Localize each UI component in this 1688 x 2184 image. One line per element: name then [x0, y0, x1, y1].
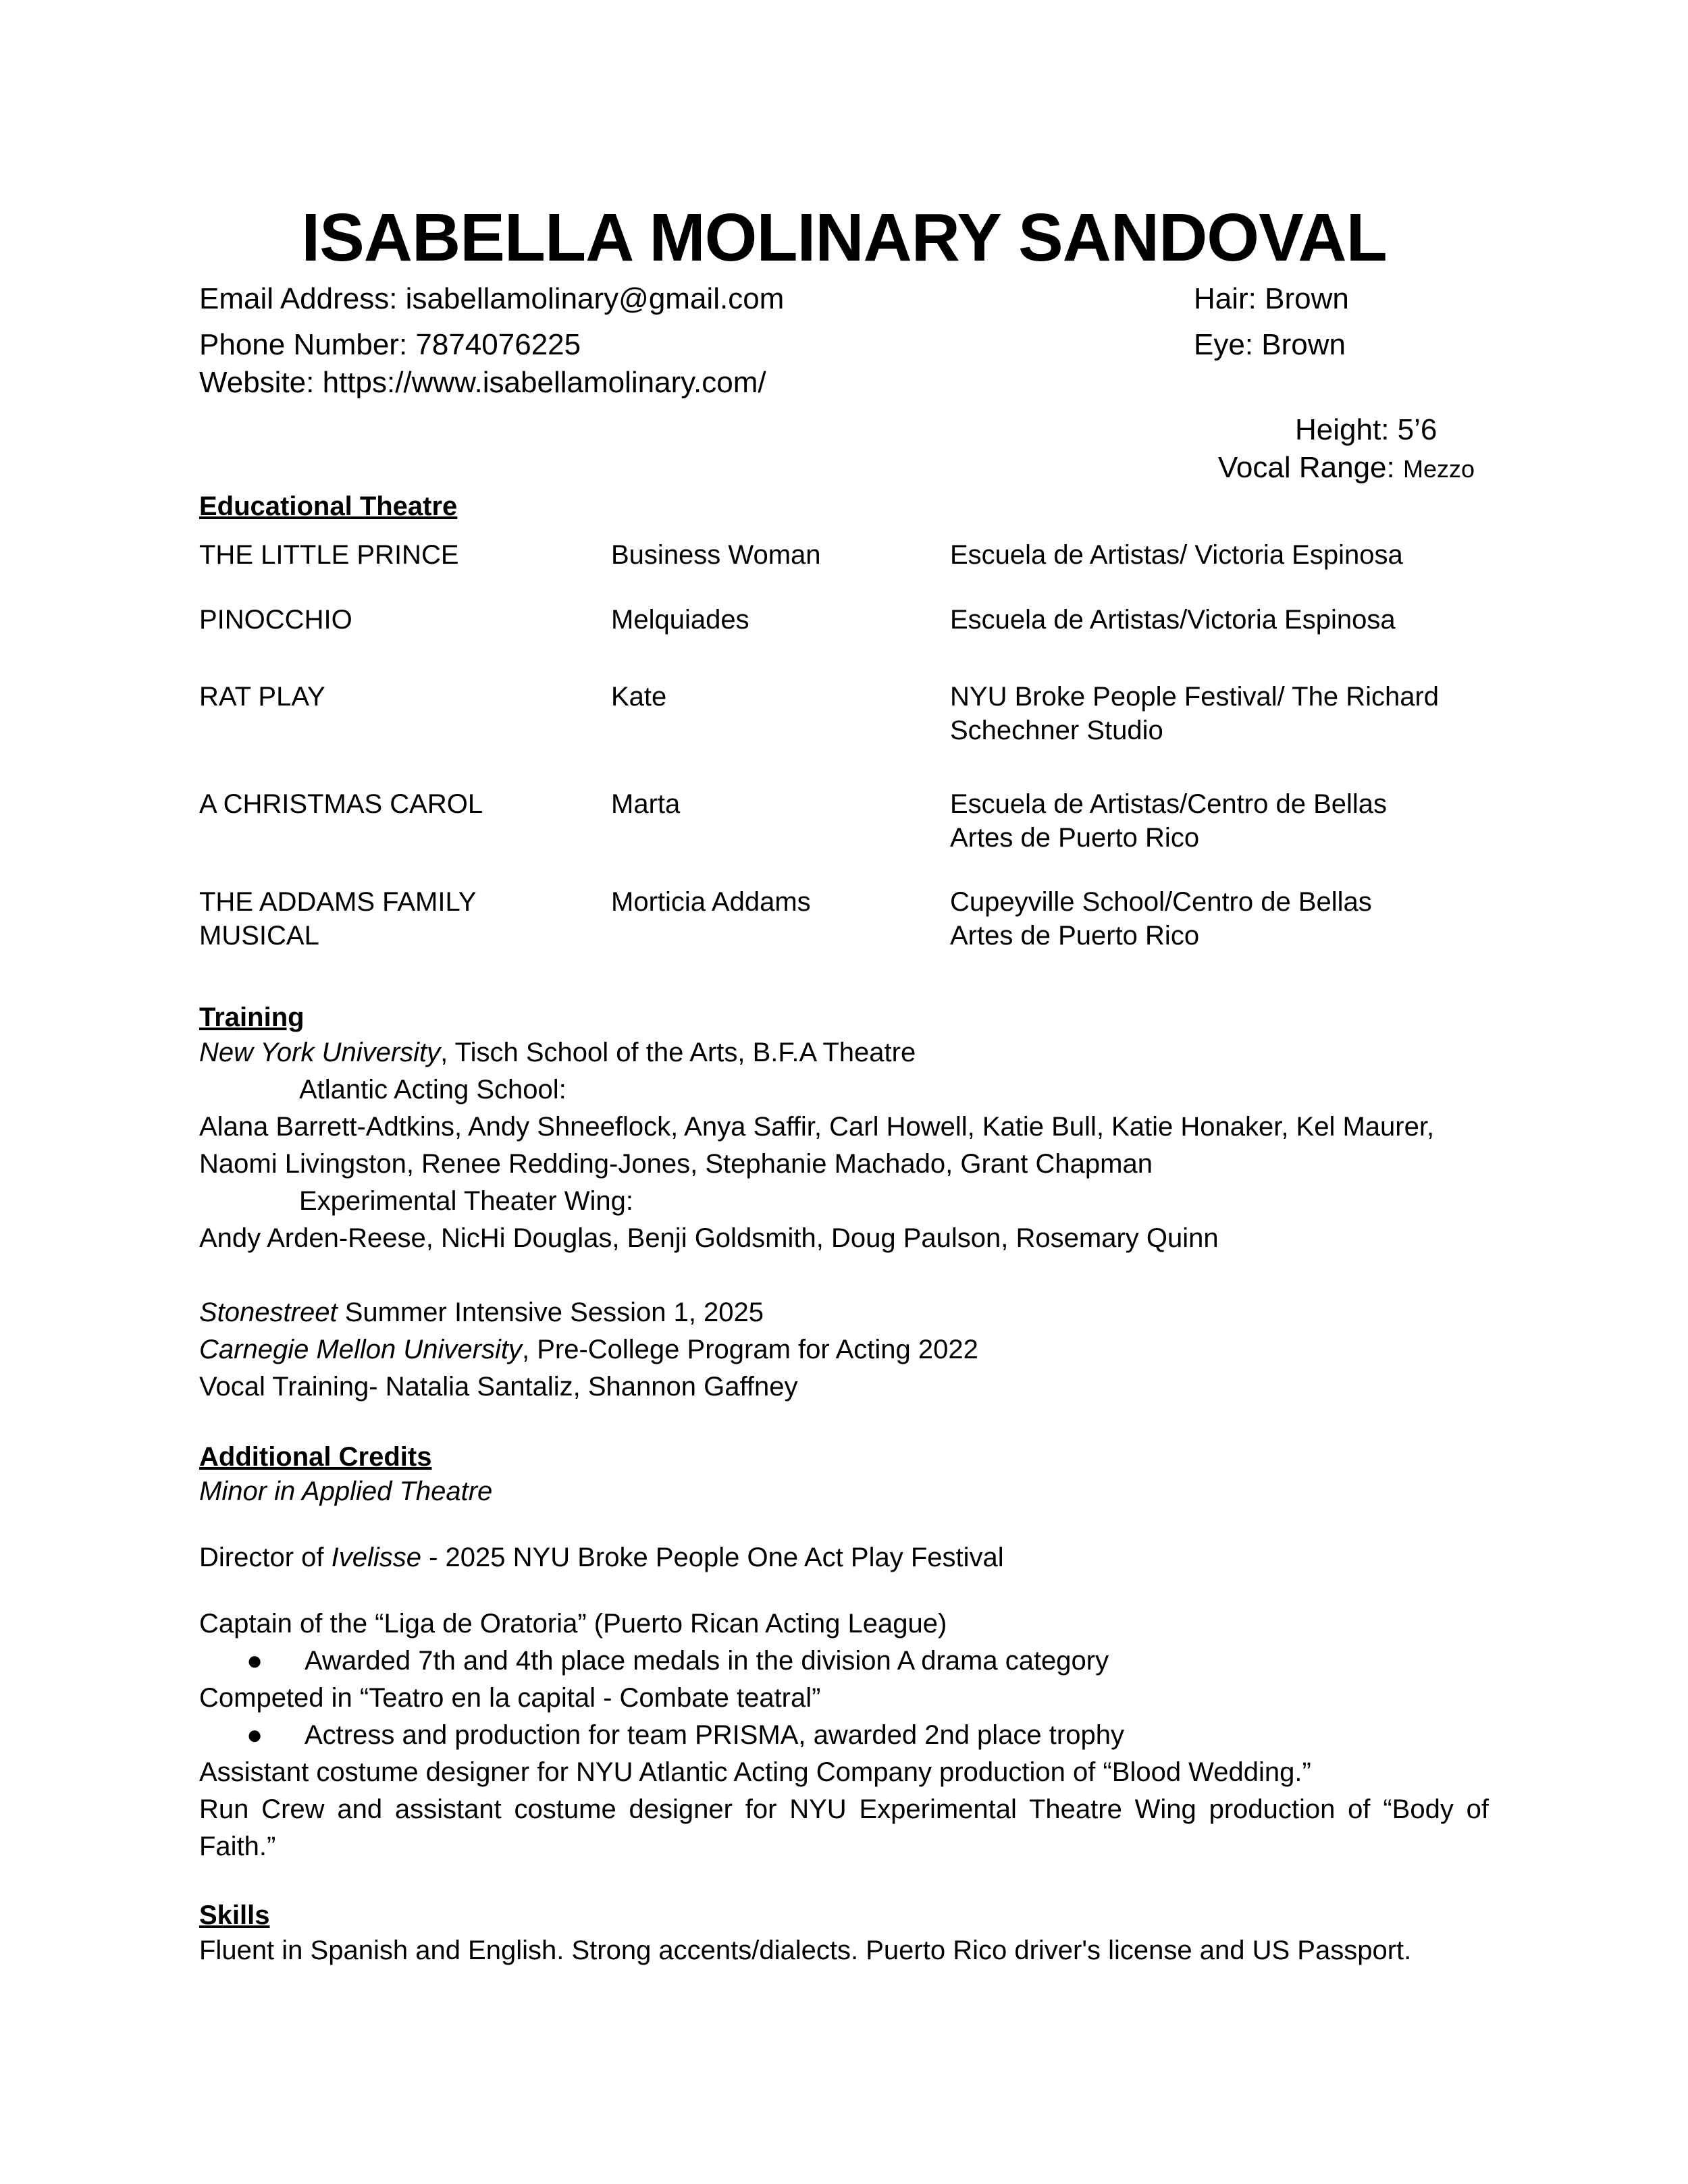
role: Business Woman [611, 540, 821, 570]
phone-line: Phone Number: 7874076225 [199, 328, 581, 361]
role: Marta [611, 789, 681, 819]
skills-heading: Skills [199, 1900, 270, 1930]
assistant-line: Assistant costume designer for NYU Atlantic Acting Company production of “Blood Wedding.” [199, 1757, 1311, 1787]
show-title: A CHRISTMAS CAROL [199, 789, 483, 819]
run-crew-line: Run Crew and assistant costume designer for NYU Experimental Theatre Wing production of “Body of Faith.” [199, 1794, 1489, 1861]
director-play: Ivelisse [331, 1543, 421, 1572]
director-suffix: - 2025 NYU Broke People One Act Play Festival [421, 1543, 1004, 1572]
stonestreet-detail: Summer Intensive Session 1, 2025 [337, 1298, 764, 1327]
training-vocal: Vocal Training- Natalia Santaliz, Shannon Gaffney [199, 1372, 798, 1402]
show-title: PINOCCHIO [199, 605, 352, 635]
show-title: THE ADDAMS FAMILY MUSICAL [199, 887, 476, 951]
etw-teachers: Andy Arden-Reese, NicHi Douglas, Benji Goldsmith, Doug Paulson, Rosemary Quinn [199, 1223, 1219, 1253]
captain-line: Captain of the “Liga de Oratoria” (Puerto Rican Acting League) [199, 1609, 947, 1639]
email-line: Email Address: isabellamolinary@gmail.com [199, 282, 785, 315]
cmu-name: Carnegie Mellon University [199, 1335, 522, 1364]
captain-bullet: Awarded 7th and 4th place medals in the division A drama category [305, 1646, 1109, 1676]
training-heading: Training [199, 1003, 305, 1032]
website-line: Website: https://www.isabellamolinary.com/ [199, 366, 766, 399]
minor-text: Minor in Applied Theatre [199, 1476, 493, 1506]
resume-name: ISABELLA MOLINARY SANDOVAL [301, 200, 1387, 275]
bullet-icon: ● [246, 1720, 263, 1750]
venue: Escuela de Artistas/ Victoria Espinosa [950, 540, 1403, 570]
show-title: THE LITTLE PRINCE [199, 540, 459, 570]
stonestreet-name: Stonestreet [199, 1298, 338, 1327]
training-stonestreet [199, 1294, 764, 1331]
bullet-icon: ● [246, 1646, 263, 1676]
role: Kate [611, 682, 667, 712]
director-line [199, 1539, 1004, 1576]
competed-line: Competed in “Teatro en la capital - Combate teatral” [199, 1683, 821, 1713]
role: Morticia Addams [611, 887, 811, 917]
minor-line [199, 1473, 492, 1510]
director-prefix: Director of [199, 1543, 332, 1572]
vocal-range-value: Mezzo [1402, 455, 1475, 483]
additional-credits-heading: Additional Credits [199, 1442, 432, 1472]
cmu-detail: , Pre-College Program for Acting 2022 [521, 1335, 978, 1364]
vocal-range-line [1218, 451, 1475, 485]
competed-bullet: Actress and production for team PRISMA, awarded 2nd place trophy [305, 1720, 1124, 1750]
venue: Escuela de Artistas/Centro de Bellas Artes de Puerto Rico [950, 789, 1388, 853]
training-cmu [199, 1331, 978, 1368]
skills-text: Fluent in Spanish and English. Strong accents/dialects. Puerto Rico driver's license and US Passport. [199, 1936, 1412, 1965]
venue: NYU Broke People Festival/ The Richard Schechner Studio [950, 682, 1440, 745]
nyu-detail: , Tisch School of the Arts, B.F.A Theatre [440, 1038, 916, 1067]
height-line: Height: 5’6 [1295, 413, 1438, 446]
nyu-name: New York University [199, 1038, 441, 1067]
atlantic-teachers: Alana Barrett-Adtkins, Andy Shneeflock, Anya Saffir, Carl Howell, Katie Bull, Katie Honaker, Kel Maurer, Naomi Livingston, Renee Redding-Jones, Stephanie Machado, Grant Chapman [199, 1112, 1435, 1179]
vocal-range-label: Vocal Range: [1218, 451, 1395, 484]
venue: Cupeyville School/Centro de Bellas Artes de Puerto Rico [950, 887, 1372, 951]
educational-theatre-heading: Educational Theatre [199, 491, 458, 521]
role: Melquiades [611, 605, 749, 635]
eye-line: Eye: Brown [1194, 328, 1346, 361]
show-title: RAT PLAY [199, 682, 325, 712]
venue: Escuela de Artistas/Victoria Espinosa [950, 605, 1396, 635]
training-nyu [199, 1034, 916, 1071]
etw-label: Experimental Theater Wing: [299, 1186, 634, 1216]
atlantic-label: Atlantic Acting School: [299, 1075, 566, 1104]
hair-line: Hair: Brown [1194, 282, 1349, 315]
